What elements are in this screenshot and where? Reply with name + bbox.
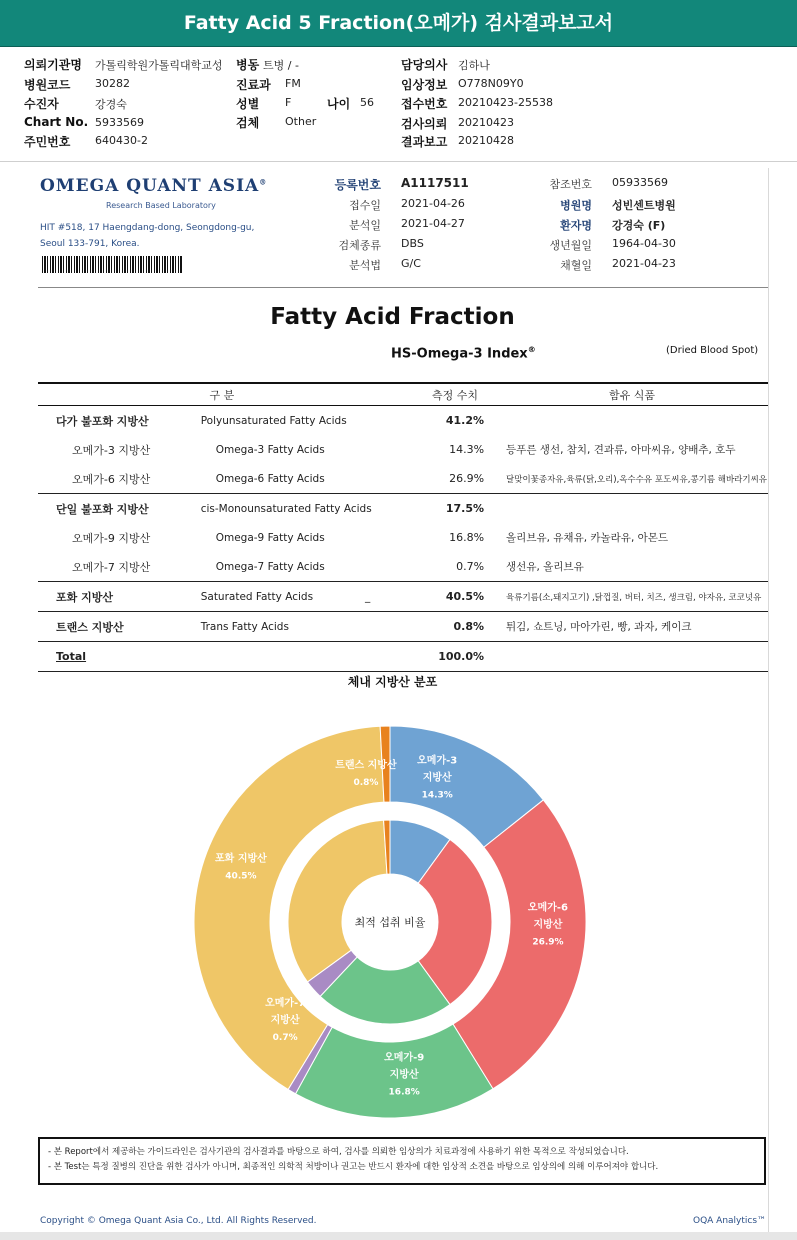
clinical-value: O778N09Y0	[458, 77, 524, 90]
total-value: 100.0%	[406, 642, 496, 672]
row-value: 14.3%	[449, 443, 485, 456]
col-header-category: 구 분	[38, 383, 406, 406]
slice-name-label: 포화 지방산	[215, 853, 267, 865]
col-header-foods: 함유 식품	[496, 383, 768, 406]
row-ko-label: 오메가-3 지방산	[72, 443, 151, 457]
lab-logo-mark: ®	[259, 177, 268, 187]
outer-label-2	[383, 1050, 424, 1097]
outer-label-1	[527, 901, 568, 948]
total-label-cell	[38, 642, 200, 672]
report-banner	[0, 0, 797, 47]
slice-name-label: 오메가-7	[265, 998, 306, 1010]
receipt-date-value: 2021-04-26	[401, 197, 465, 210]
reg-no-label: 등록번호	[334, 178, 381, 192]
table-row	[38, 612, 768, 642]
receipt-label: 접수번호	[401, 97, 448, 111]
outer-label-0	[416, 754, 457, 801]
row-ko-label: 트랜스 지방산	[38, 612, 200, 642]
footer-copyright: Copyright © Omega Quant Asia Co., Ltd. All Rights Reserved.	[40, 1216, 317, 1226]
row-foods	[496, 494, 768, 524]
slice-name-label: 오메가-6	[527, 902, 568, 914]
report-subtitle-mark: ®	[527, 345, 536, 354]
specimen-note: (Dried Blood Spot)	[666, 345, 759, 356]
disclaimer-box	[38, 1137, 766, 1185]
chart-no-value: 5933569	[95, 116, 144, 129]
slice-percent-label: 0.7%	[272, 1033, 298, 1044]
total-label: Total	[56, 650, 87, 663]
chart-title: 체내 지방산 분포	[347, 675, 438, 689]
row-value: 16.8%	[449, 531, 485, 544]
bottom-bar	[0, 1232, 797, 1240]
reg-no-value: A1117511	[401, 176, 469, 190]
row-en-label: Omega-3 Fatty Acids	[215, 443, 325, 456]
row-en-label	[200, 582, 406, 612]
disclaimer-line1: - 본 Report에서 제공하는 가이드라인은 검사기관의 검사결과를 바탕으로 하여, 검사를 의뢰한 임상의가 치료과정에 사용하기 위한 목적으로 작성되었습니다.	[48, 1147, 629, 1157]
row-foods: 튀김, 쇼트닝, 마아가린, 빵, 과자, 케이크	[496, 612, 768, 642]
slice-percent-label: 16.8%	[388, 1087, 420, 1098]
row-foods: 생선유, 올리브유	[506, 561, 584, 573]
row-ko-label: 오메가-7 지방산	[72, 560, 151, 574]
doctor-label: 담당의사	[401, 58, 448, 72]
row-foods: 등푸른 생선, 참치, 견과류, 아마씨유, 양배추, 호두	[506, 444, 736, 456]
table-row	[38, 435, 768, 464]
lab-logo	[40, 176, 267, 196]
table-row	[38, 406, 768, 436]
row-en-label: Omega-6 Fatty Acids	[215, 472, 325, 485]
report-banner-title: Fatty Acid 5 Fraction(오메가) 검사결과보고서	[183, 12, 614, 34]
report-date-value: 20210428	[458, 134, 514, 147]
inner-slice-4	[288, 820, 387, 982]
institution-label: 의뢰기관명	[24, 58, 82, 72]
table-row	[38, 552, 768, 582]
institution-value: 가톨릭학원가톨릭대학교성	[95, 59, 223, 72]
slice-name-label: 트랜스 지방산	[335, 759, 397, 771]
row-ko-label: 오메가-9 지방산	[72, 531, 151, 545]
report-date-label: 결과보고	[401, 135, 448, 149]
ref-no-label: 참조번호	[549, 178, 592, 191]
total-spacer	[200, 642, 406, 672]
draw-date-label: 채혈일	[560, 259, 592, 272]
row-value: 40.5%	[406, 582, 496, 612]
analysis-date-label: 분석일	[349, 219, 381, 232]
center-label: 최적 섭취 비율	[354, 916, 426, 929]
specimen-label: 검체	[236, 116, 260, 130]
ssn-label: 주민번호	[24, 135, 71, 149]
specimen-type-label: 검체종류	[338, 239, 381, 252]
lab-tagline: Research Based Laboratory	[106, 201, 216, 210]
row-en-label: Omega-7 Fatty Acids	[215, 560, 325, 573]
slice-name-label: 지방산	[422, 772, 452, 784]
slice-name-label: 지방산	[389, 1069, 419, 1081]
analysis-date-value: 2021-04-27	[401, 217, 465, 230]
fatty-acid-donut-chart	[185, 715, 595, 1135]
row-en-label: cis-Monounsaturated Fatty Acids	[200, 494, 406, 524]
slice-name-label: 오메가-3	[417, 755, 458, 767]
receipt-date-label: 접수일	[349, 199, 381, 212]
dept-value: FM	[285, 77, 301, 90]
table-header-row	[38, 383, 768, 406]
table-total-row	[38, 642, 768, 672]
report-subtitle	[391, 345, 536, 361]
table-row	[38, 494, 768, 524]
header-divider	[0, 161, 797, 162]
lab-logo-text: OMEGA QUANT ASIA	[40, 176, 260, 196]
row-ko-label: 포화 지방산	[38, 582, 200, 612]
ssn-value: 640430-2	[95, 134, 148, 147]
total-foods	[496, 642, 768, 672]
row-foods: 달맞이꽃종자유,육류(닭,오리),옥수수유 포도씨유,콩기름 해바라기씨유	[506, 474, 767, 485]
fatty-acid-table	[38, 382, 768, 672]
patient-label: 수진자	[24, 97, 59, 111]
request-label: 검사의뢰	[401, 117, 448, 131]
slice-percent-label: 14.3%	[421, 790, 453, 801]
hospital-code-label: 병원코드	[24, 78, 71, 92]
row-value: 0.8%	[406, 612, 496, 642]
method-value: G/C	[401, 257, 421, 270]
dob-label: 생년월일	[549, 239, 592, 252]
section-divider	[38, 287, 768, 288]
lab-address-line2: Seoul 133-791, Korea.	[40, 239, 140, 249]
ward-label: 병동	[236, 58, 260, 72]
row-en-label: Polyunsaturated Fatty Acids	[200, 406, 406, 436]
specimen-type-value: DBS	[401, 237, 424, 250]
dept-label: 진료과	[236, 78, 271, 92]
sex-value: F	[285, 96, 292, 109]
slice-percent-label: 0.8%	[353, 777, 379, 788]
patient-name-value: 강경숙 (F)	[612, 219, 666, 232]
col-header-value: 측정 수치	[406, 383, 496, 406]
footer-brand: OQA Analytics™	[693, 1216, 767, 1226]
row-ko-label: 오메가-6 지방산	[72, 472, 151, 486]
disclaimer-line2: - 본 Test는 특정 질병의 진단을 위한 검사가 아니며, 최종적인 의학적 처방이나 권고는 반드시 환자에 대한 임상적 소견을 바탕으로 임상의에 의해 이루어져야 합니다.	[48, 1162, 659, 1172]
ward-value: 트병 / -	[263, 59, 299, 72]
hospital-name-value: 성빈센트병원	[612, 199, 676, 212]
row-value: 26.9%	[449, 472, 485, 485]
draw-date-value: 2021-04-23	[612, 257, 676, 270]
slice-percent-label: 40.5%	[225, 871, 257, 882]
dob-value: 1964-04-30	[612, 237, 676, 250]
slice-percent-label: 26.9%	[532, 937, 564, 948]
table-row	[38, 582, 768, 612]
doctor-value: 김하나	[458, 59, 490, 72]
lab-address-line1: HIT #518, 17 Haengdang-dong, Seongdong-gu,	[40, 223, 255, 233]
row-en-text: Saturated Fatty Acids	[200, 590, 314, 603]
chart-no-label: Chart No.	[24, 115, 89, 129]
age-label: 나이	[327, 97, 351, 111]
request-value: 20210423	[458, 116, 514, 129]
row-ko-label: 다가 불포화 지방산	[38, 406, 200, 436]
row-en-label: Trans Fatty Acids	[200, 612, 406, 642]
barcode	[42, 256, 182, 273]
sex-label: 성별	[236, 97, 260, 111]
row-en-label: Omega-9 Fatty Acids	[215, 531, 325, 544]
lab-address	[40, 220, 254, 252]
table-row	[38, 523, 768, 552]
slice-name-label: 지방산	[270, 1015, 300, 1027]
slice-name-label: 오메가-9	[384, 1052, 425, 1064]
hospital-name-label: 병원명	[560, 199, 592, 212]
row-value: 0.7%	[456, 560, 485, 573]
row-foods: 올리브유, 유채유, 카놀라유, 아몬드	[506, 532, 669, 544]
row-value: 41.2%	[406, 406, 496, 436]
method-label: 분석법	[349, 259, 381, 272]
age-value: 56	[360, 96, 374, 109]
patient-value: 강경숙	[95, 98, 127, 111]
receipt-value: 20210423-25538	[458, 96, 553, 109]
table-row	[38, 464, 768, 494]
row-ko-label: 단일 불포화 지방산	[38, 494, 200, 524]
row-dash: _	[365, 590, 371, 603]
row-value: 17.5%	[406, 494, 496, 524]
ref-no-value: 05933569	[612, 176, 668, 189]
row-foods	[496, 406, 768, 436]
slice-name-label: 지방산	[533, 919, 563, 931]
specimen-value: Other	[285, 115, 317, 128]
clinical-label: 임상정보	[401, 78, 448, 92]
hospital-code-value: 30282	[95, 77, 130, 90]
patient-name-label: 환자명	[560, 219, 592, 232]
row-foods: 육류기름(소,돼지고기) ,닭껍질, 버터, 치즈, 생크림, 야자유, 코코넛유	[496, 582, 768, 612]
report-subtitle-text: HS-Omega-3 Index	[391, 346, 528, 362]
report-title: Fatty Acid Fraction	[270, 304, 515, 330]
